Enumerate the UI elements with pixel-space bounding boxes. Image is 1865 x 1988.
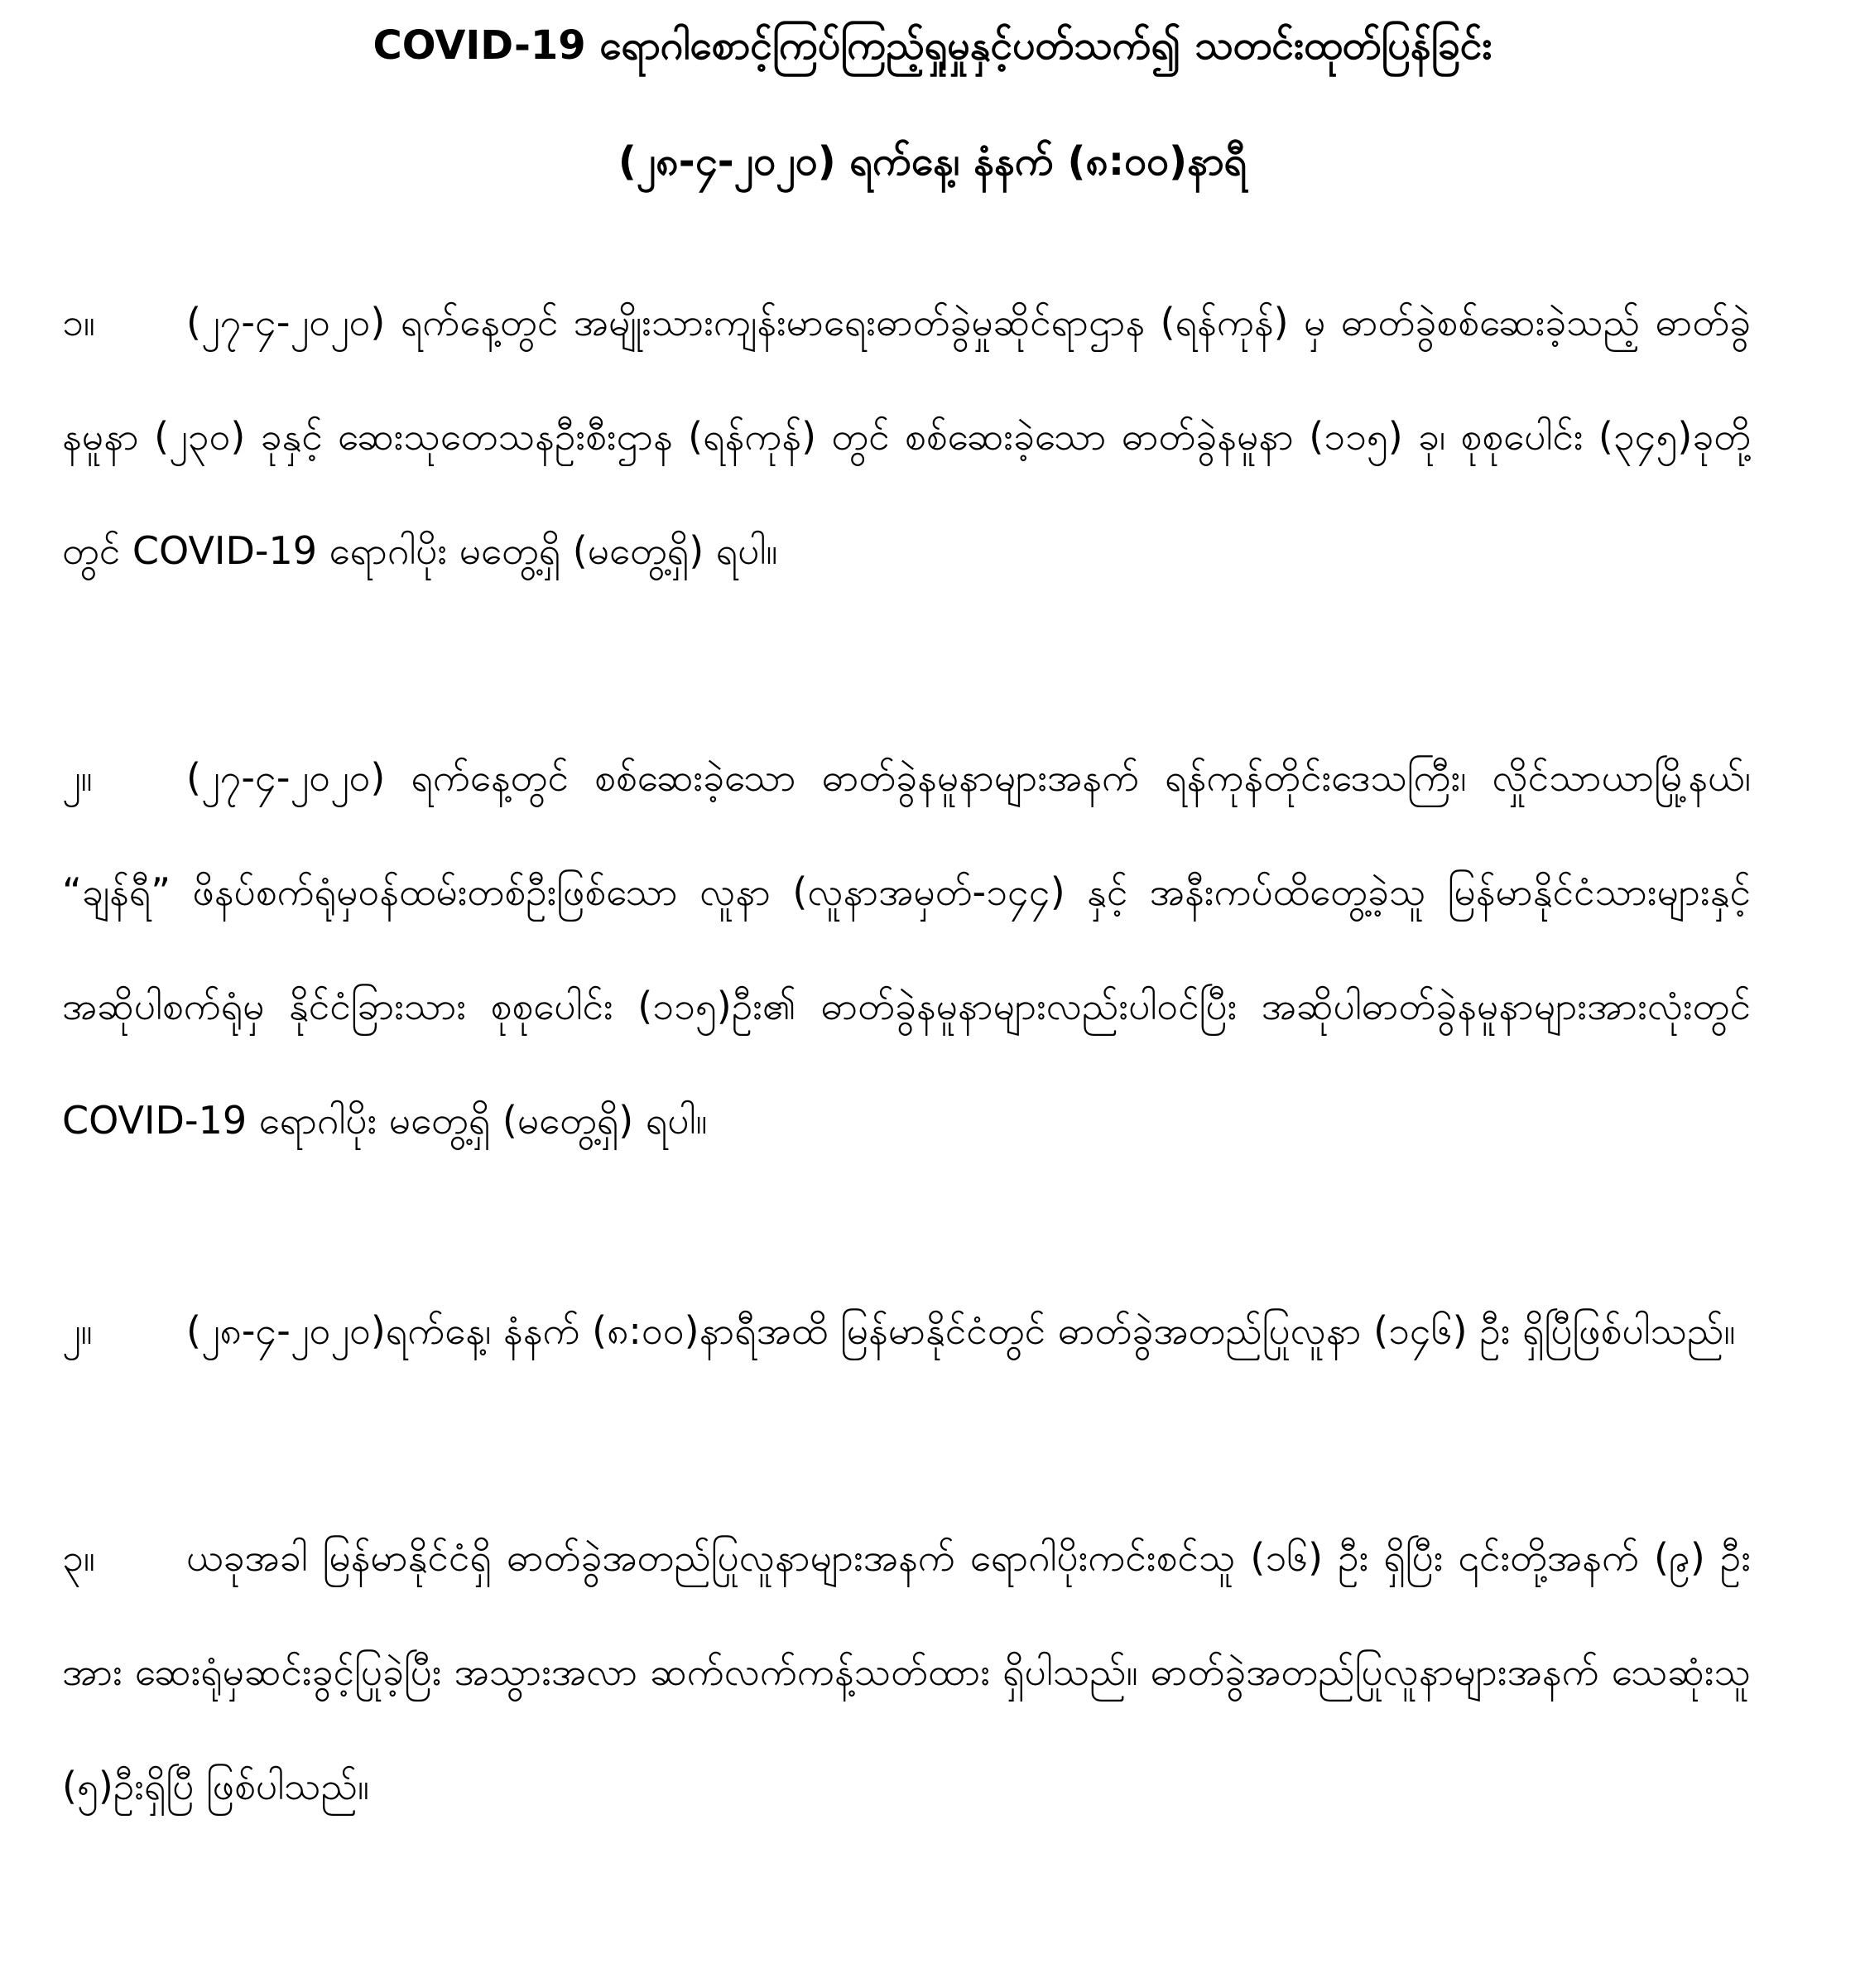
paragraph-number: ၁။ (62, 300, 95, 344)
document-date: (၂၈-၄-၂၀၂၀) ရက်နေ့၊ နံနက် (၈:၀၀)နာရီ (618, 138, 1247, 185)
paragraph-text: ယခုအခါ မြန်မာနိုင်ငံရှိ ဓာတ်ခွဲအတည်ပြုလူနာများအနက် ရောဂါပိုးကင်းစင်သူ (၁၆) ဦး ရှိပြီး ၎င်းတို့အနက် (၉) ဦးအား ဆေးရုံမှဆင်းခွင့်ပြုခဲ့ပြီး အသွားအလာ ဆက်လက်ကန့်သတ်ထား ရှိပါသည်။ ဓာတ်ခွဲအတည်ပြုလူနာများအနက် သေဆုံးသူ (၅)ဦးရှိပြီ ဖြစ်ပါသည်။ (62, 1535, 1751, 1808)
paragraph-number: ၂။ (62, 755, 93, 800)
document-title: COVID-19 ရောဂါစောင့်ကြပ်ကြည့်ရှုမှုနှင့်ပတ်သက်၍ သတင်းထုတ်ပြန်ခြင်း (373, 22, 1492, 69)
paragraph-text: (၂၈-၄-၂၀၂၀)ရက်နေ့၊ နံနက် (၈:၀၀)နာရီအထိ မြန်မာနိုင်ငံတွင် ဓာတ်ခွဲအတည်ပြုလူနာ (၁၄၆) ဦး ရှိပြီဖြစ်ပါသည်။ (186, 1308, 1736, 1353)
paragraph-text: (၂၇-၄-၂၀၂၀) ရက်နေ့တွင် စစ်ဆေးခဲ့သော ဓာတ်ခွဲနမူနာများအနက် ရန်ကုန်တိုင်းဒေသကြီး၊ လှိုင်သာယာမြို့နယ်၊ “ချန်ရီ” ဖိနပ်စက်ရုံမှဝန်ထမ်းတစ်ဦးဖြစ်သော လူနာ (လူနာအမှတ်-၁၄၄) နှင့် အနီးကပ်ထိတွေ့ခဲ့သူ မြန်မာနိုင်ငံသားများနှင့် အဆိုပါစက်ရုံမှ နိုင်ငံခြားသား စုစုပေါင်း (၁၁၅)ဦး၏ ဓာတ်ခွဲနမူနာများလည်းပါဝင်ပြီး အဆိုပါဓာတ်ခွဲနမူနာများအားလုံးတွင် COVID-19 ရောဂါပိုး မတွေ့ရှိ (မတွေ့ရှိ) ရပါ။ (62, 755, 1751, 1143)
paragraph-text: (၂၇-၄-၂၀၂၀) ရက်နေ့တွင် အမျိုးသားကျန်းမာရေးဓာတ်ခွဲမှုဆိုင်ရာဌာန (ရန်ကုန်) မှ ဓာတ်ခွဲစစ်ဆေးခဲ့သည့် ဓာတ်ခွဲနမူနာ (၂၃၀) ခုနှင့် ဆေးသုတေသနဦးစီးဌာန (ရန်ကုန်) တွင် စစ်ဆေးခဲ့သော ဓာတ်ခွဲနမူနာ (၁၁၅) ခု၊ စုစုပေါင်း (၃၄၅)ခုတို့တွင် COVID-19 ရောဂါပိုး မတွေ့ရှိ (မတွေ့ရှိ) ရပါ။ (62, 300, 1751, 573)
paragraph-1 (62, 265, 1751, 608)
paragraph-3 (62, 1273, 1751, 1388)
paragraph-number: ၃။ (62, 1535, 95, 1580)
paragraph-number: ၂။ (62, 1308, 93, 1353)
paragraph-4 (62, 1500, 1751, 1843)
paragraph-2 (62, 720, 1751, 1177)
